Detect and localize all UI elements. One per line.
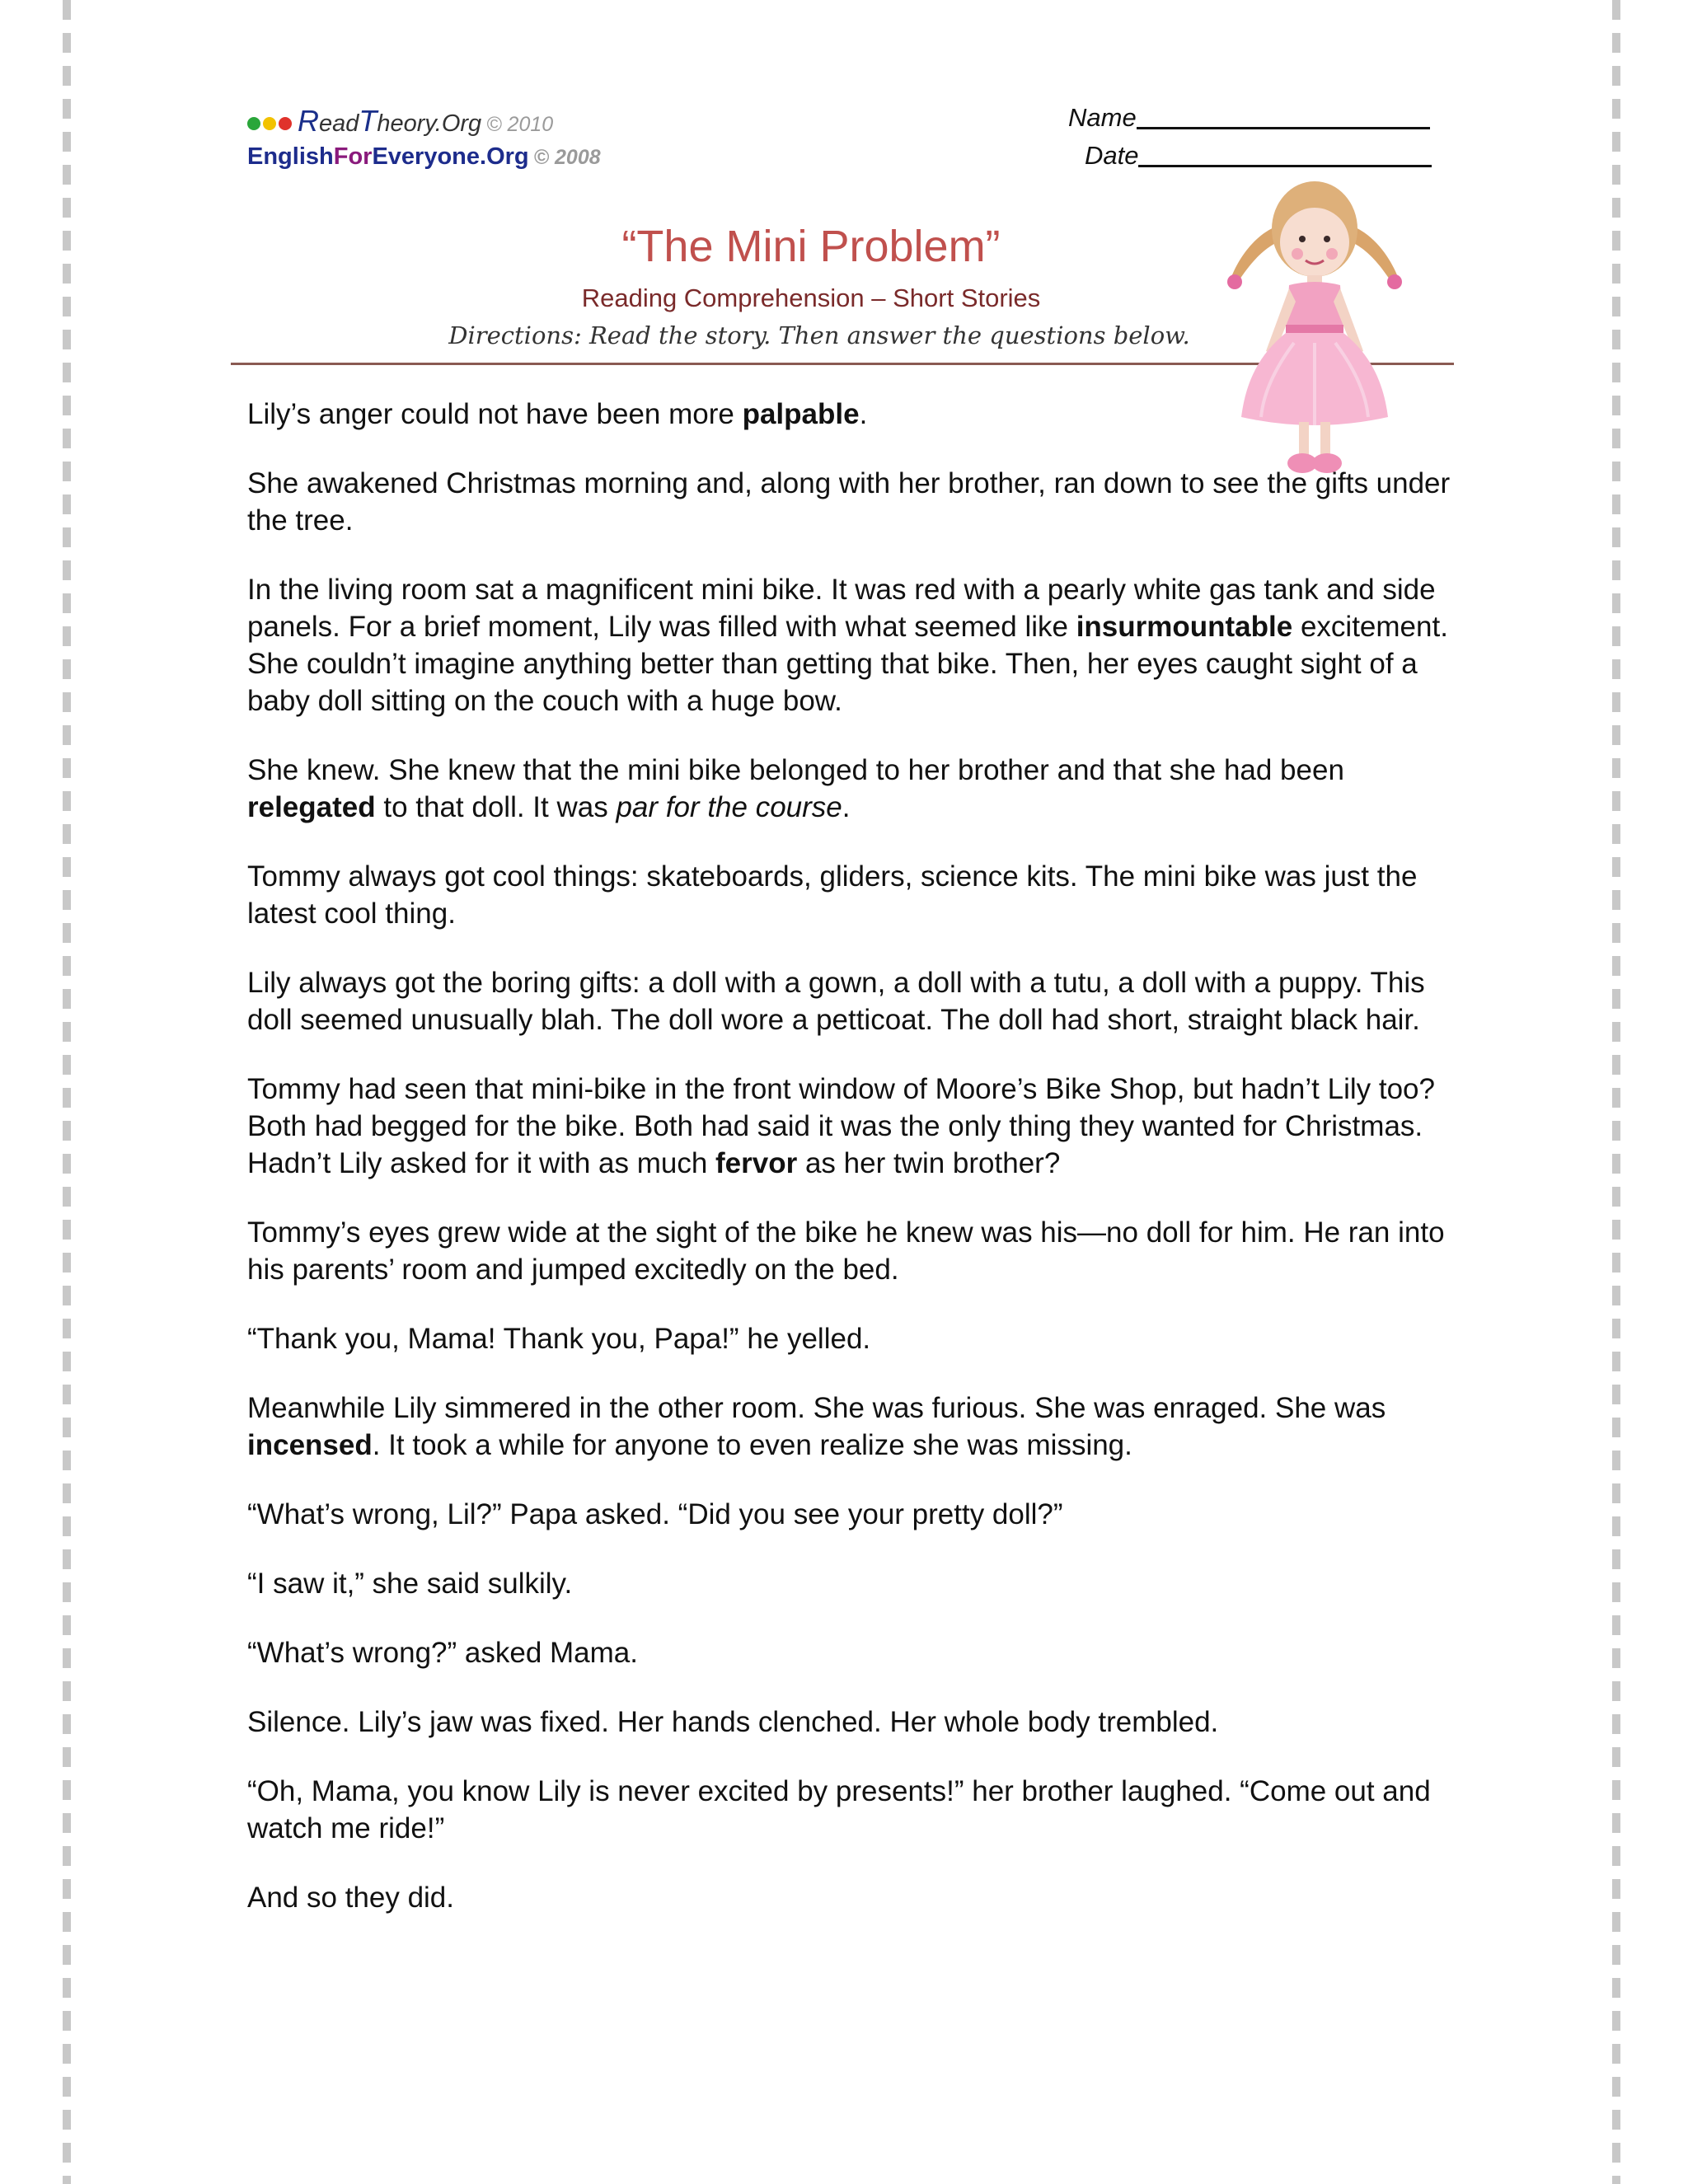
story-paragraph: Silence. Lily’s jaw was fixed. Her hands clenched. Her whole body trembled. [247,1706,1219,1738]
date-field[interactable] [1085,140,1432,171]
story-paragraph: Lily’s anger could not have been more palpable. [247,398,868,430]
vocab-word: fervor [715,1147,798,1179]
green-dot-icon [247,117,260,130]
traffic-dots-icon [247,110,294,138]
story-paragraph: “Oh, Mama, you know Lily is never excited by presents!” her brother laughed. “Come out and watch me ride!” [247,1775,1431,1844]
readtheory-logo [247,104,553,138]
story-paragraph: And so they did. [247,1882,454,1914]
story-paragraph: “I saw it,” she said sulkily. [247,1568,573,1600]
story-paragraph: “Thank you, Mama! Thank you, Papa!” he yelled. [247,1323,871,1355]
name-blank-line[interactable] [1137,102,1430,129]
readtheory-copyright: © 2010 [486,113,554,136]
date-blank-line[interactable] [1138,140,1432,167]
story-paragraph: She awakened Christmas morning and, along with her brother, ran down to see the gifts under the tree. [247,467,1451,537]
story-paragraph: In the living room sat a magnificent mini bike. It was red with a pearly white gas tank and side panels. For a brief moment, Lily was filled with what seemed like insurmountable excitement. She couldn’t imagine anything better than getting that bike. Then, her eyes caught sight of a baby doll sitting on the couch with a huge bow. [247,574,1448,717]
story-paragraph: “What’s wrong?” asked Mama. [247,1637,638,1669]
worksheet-subtitle: Reading Comprehension – Short Stories [581,284,1041,312]
story-paragraph: “What’s wrong, Lil?” Papa asked. “Did you see your pretty doll?” [247,1498,1063,1530]
date-label: Date [1085,141,1139,170]
story-paragraph: Meanwhile Lily simmered in the other room. She was furious. She was enraged. She was incensed. It took a while for anyone to even realize she was missing. [247,1392,1386,1461]
name-field[interactable] [1068,102,1430,133]
efe-copyright: © 2008 [533,146,601,169]
vocab-word: incensed [247,1429,373,1461]
worksheet-title: “The Mini Problem” [621,222,1001,271]
story-paragraph: She knew. She knew that the mini bike belonged to her brother and that she had been relegated to that doll. It was par for the course. [247,754,1344,823]
yellow-dot-icon [263,117,276,130]
englishforeveryone-logo: EnglishForEveryone.Org © 2008 [247,143,601,170]
story-paragraph: Lily always got the boring gifts: a doll with a gown, a doll with a tutu, a doll with a puppy. This doll seemed unusually blah. The doll wore a petticoat. The doll had short, straight black hair. [247,967,1425,1036]
vocab-word: palpable [742,398,860,430]
red-dot-icon [279,117,292,130]
story-paragraph: Tommy had seen that mini-bike in the front window of Moore’s Bike Shop, but hadn’t Lily too? Both had begged for the bike. Both had said it was the only thing they wanted for Christmas. Hadn’t Lily asked for it with as much fervor as her twin brother? [247,1073,1435,1179]
directions-text: Directions: Read the story. Then answer the questions below. [448,321,1190,349]
name-label: Name [1068,103,1137,132]
story-paragraph: Tommy always got cool things: skateboards, gliders, science kits. The mini bike was just the latest cool thing. [247,860,1418,930]
vocab-word: insurmountable [1076,611,1293,643]
idiom-phrase: par for the course [616,791,842,823]
story-paragraph: Tommy’s eyes grew wide at the sight of the bike he knew was his—no doll for him. He ran into his parents’ room and jumped excitedly on the bed. [247,1216,1445,1286]
vocab-word: relegated [247,791,376,823]
story-body [247,396,1451,1948]
readtheory-name: ReadTheory.Org [298,104,482,138]
